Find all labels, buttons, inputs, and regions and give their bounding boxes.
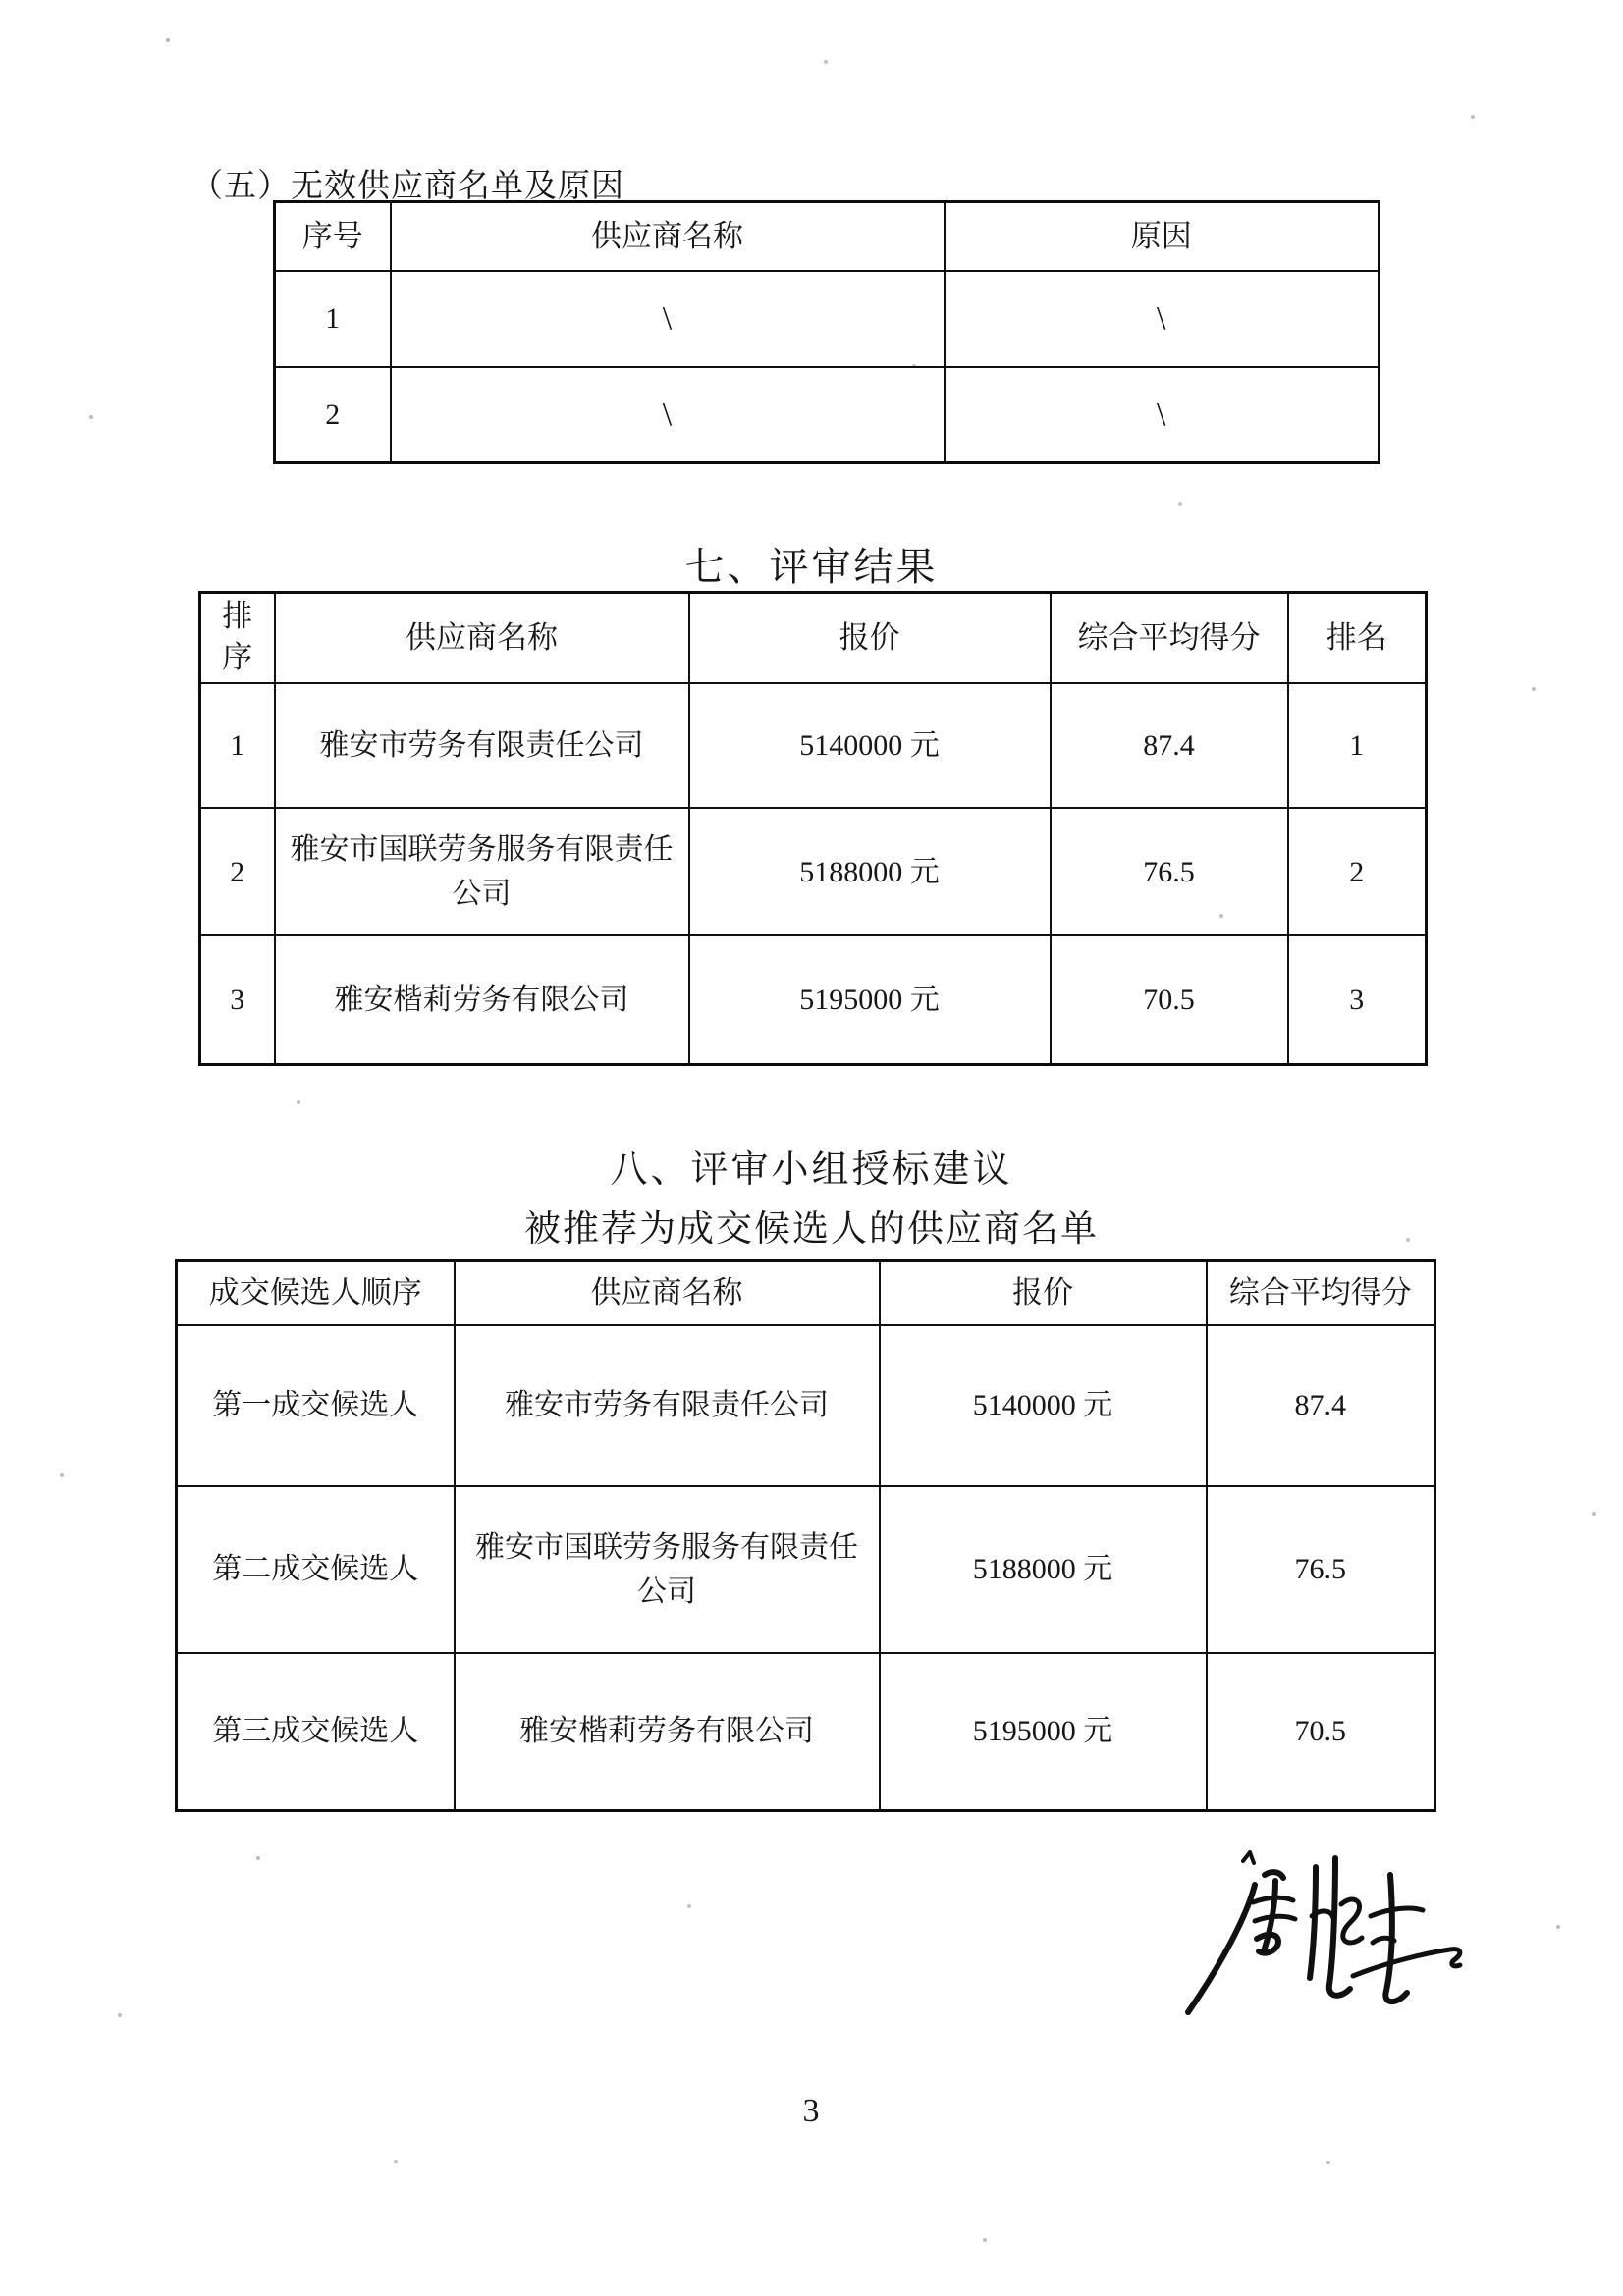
col-header-supplier: 供应商名称 (391, 202, 945, 271)
col-header-supplier: 供应商名称 (455, 1261, 880, 1325)
table-row (200, 935, 1427, 1064)
cell-score: 76.5 (1207, 1486, 1435, 1653)
col-header-index: 序号 (275, 202, 391, 271)
col-header-supplier: 供应商名称 (275, 593, 689, 684)
cell-supplier: 雅安市劳务有限责任公司 (275, 683, 689, 808)
table-row (275, 271, 1380, 367)
cell-score: 87.4 (1051, 683, 1288, 808)
col-header-score: 综合平均得分 (1207, 1261, 1435, 1325)
cell-order: 2 (200, 808, 275, 935)
cell-supplier: 雅安楷莉劳务有限公司 (275, 935, 689, 1064)
cell-supplier: 雅安市劳务有限责任公司 (455, 1325, 880, 1486)
table-row (275, 367, 1380, 463)
col-header-score: 综合平均得分 (1051, 593, 1288, 684)
cell-supplier: 雅安市国联劳务服务有限责任公司 (275, 808, 689, 935)
cell-rank: 2 (1288, 808, 1427, 935)
cell-score: 70.5 (1207, 1653, 1435, 1811)
cell-score: 87.4 (1207, 1325, 1435, 1486)
table-header-row (200, 593, 1427, 684)
evaluation-results-table (198, 591, 1428, 1066)
table-row (200, 683, 1427, 808)
cell-order: 3 (200, 935, 275, 1064)
cell-reason: \ (945, 367, 1380, 463)
table-header-row (177, 1261, 1435, 1325)
section7-heading: 七、评审结果 (684, 545, 939, 589)
cell-score: 76.5 (1051, 808, 1288, 935)
cell-rank: 1 (1288, 683, 1427, 808)
col-header-reason: 原因 (945, 202, 1380, 271)
section8-subheading: 被推荐为成交候选人的供应商名单 (524, 1209, 1099, 1250)
cell-index: 1 (275, 271, 391, 367)
cell-reason: \ (945, 271, 1380, 367)
invalid-suppliers-table (273, 200, 1380, 464)
page-number: 3 (802, 2093, 820, 2129)
col-header-price: 报价 (880, 1261, 1207, 1325)
section8-heading: 八、评审小组授标建议 (610, 1149, 1013, 1191)
section5-heading: （五）无效供应商名单及原因 (190, 169, 624, 204)
cell-candidate-order: 第一成交候选人 (177, 1325, 455, 1486)
table-row (200, 808, 1427, 935)
cell-price: 5140000 元 (689, 683, 1051, 808)
scan-noise (0, 0, 2, 2)
award-candidates-table (175, 1259, 1436, 1812)
cell-price: 5188000 元 (689, 808, 1051, 935)
table-header-row (275, 202, 1380, 271)
col-header-candidate-order: 成交候选人顺序 (177, 1261, 455, 1325)
cell-price: 5195000 元 (880, 1653, 1207, 1811)
cell-price: 5140000 元 (880, 1325, 1207, 1486)
cell-order: 1 (200, 683, 275, 808)
cell-price: 5188000 元 (880, 1486, 1207, 1653)
cell-supplier: \ (391, 367, 945, 463)
cell-supplier: 雅安市国联劳务服务有限责任公司 (455, 1486, 880, 1653)
cell-rank: 3 (1288, 935, 1427, 1064)
cell-score: 70.5 (1051, 935, 1288, 1064)
cell-price: 5195000 元 (689, 935, 1051, 1064)
handwritten-signature (1178, 1847, 1463, 2024)
table-row (177, 1486, 1435, 1653)
cell-candidate-order: 第三成交候选人 (177, 1653, 455, 1811)
signature-strokes (1178, 1847, 1463, 2024)
col-header-rank: 排名 (1288, 593, 1427, 684)
cell-supplier: 雅安楷莉劳务有限公司 (455, 1653, 880, 1811)
col-header-order: 排序 (200, 593, 275, 684)
cell-index: 2 (275, 367, 391, 463)
cell-candidate-order: 第二成交候选人 (177, 1486, 455, 1653)
table-row (177, 1653, 1435, 1811)
cell-supplier: \ (391, 271, 945, 367)
col-header-price: 报价 (689, 593, 1051, 684)
table-row (177, 1325, 1435, 1486)
